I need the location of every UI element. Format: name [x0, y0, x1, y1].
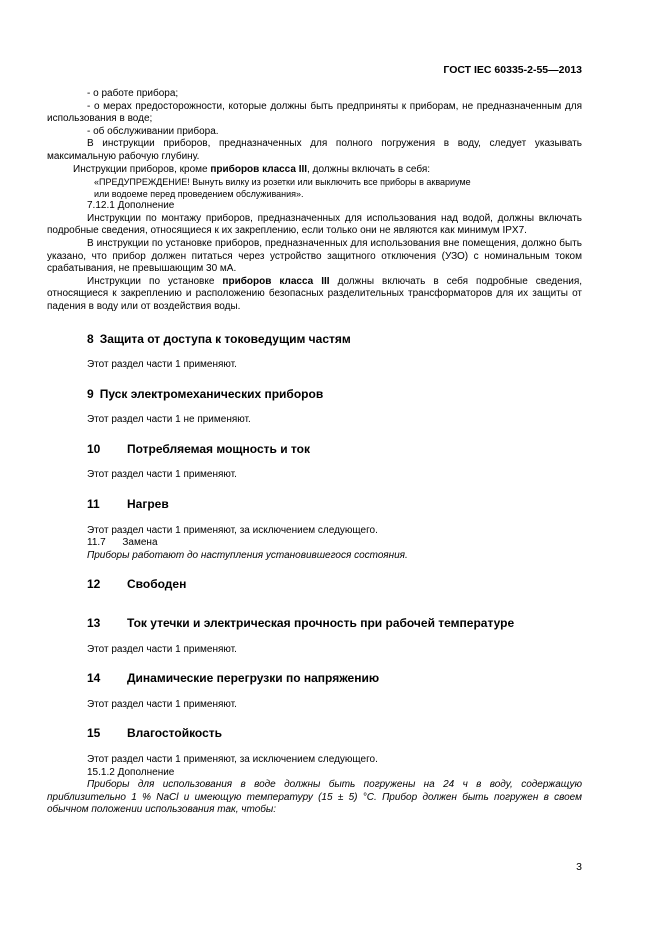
list-item: - о мерах предосторожности, которые должны быть предприняты к приборам, не предназначенным для использования в воде; — [47, 100, 582, 125]
section-text: Этот раздел части 1 применяют. — [87, 643, 237, 655]
section-number: 8 — [87, 331, 94, 346]
section-title: Нагрев — [127, 497, 169, 512]
paragraph: В инструкции по установке приборов, предназначенных для использования вне помещения, должно быть указано, что прибор должен питаться через устройство защитного отключения (УЗО) с номинальным током срабатывания, не превышающим 30 мА. — [47, 237, 582, 275]
section-number: 13 — [87, 616, 101, 631]
warning-quote: «ПРЕДУПРЕЖДЕНИЕ! Вынуть вилку из розетки или выключить все приборы в аквариуме — [94, 177, 471, 188]
list-item: - об обслуживании прибора. — [87, 125, 219, 137]
section-number: 9 — [87, 386, 94, 401]
section-heading — [47, 498, 582, 511]
section-number: 14 — [87, 671, 101, 686]
italic-text: Приборы работают до наступления установившегося состояния. — [87, 549, 408, 561]
section-heading — [47, 388, 582, 401]
bold-term: приборов класса III — [222, 275, 330, 287]
section-heading — [47, 727, 582, 740]
section-number: 12 — [87, 577, 101, 592]
section-text: Этот раздел части 1 применяют, за исключением следующего. — [87, 754, 378, 765]
text-span: , должны включать в себя: — [307, 163, 431, 175]
paragraph: В инструкции приборов, предназначенных для полного погружения в воду, следует указывать максимальную рабочую глубину. — [47, 138, 582, 162]
section-number: 11 — [87, 497, 100, 512]
section-title: Ток утечки и электрическая прочность при рабочей температуре — [127, 616, 515, 631]
document-header: ГОСТ IEC 60335-2-55—2013 — [443, 64, 582, 76]
bold-term: приборов класса III — [210, 163, 308, 175]
page-number: 3 — [576, 861, 582, 873]
section-heading — [47, 578, 582, 591]
subsection-heading: 11.7 Замена — [87, 537, 158, 549]
italic-text: Приборы для использования в воде должны быть погружены на 24 ч в воду, содержащую приблизительно 1 % NaCl и имеющую температуру (15 ± 5) °С. Прибор должен быть погружен в своем обычном положении использования так, чтобы: — [47, 779, 582, 816]
text-span: Инструкции по установке — [87, 275, 223, 287]
page-content — [47, 88, 582, 817]
subsection-heading: 7.12.1 Дополнение — [87, 200, 175, 212]
section-heading — [47, 672, 582, 685]
paragraph — [47, 164, 582, 177]
list-item: - о работе прибора; — [87, 88, 179, 99]
section-title: Свободен — [127, 577, 187, 592]
section-heading — [47, 443, 582, 456]
section-heading — [47, 617, 582, 630]
section-title: Влагостойкость — [127, 726, 223, 741]
section-heading — [47, 333, 582, 346]
warning-quote: или водоеме перед проведением обслуживания». — [94, 189, 304, 200]
section-title: Потребляемая мощность и ток — [127, 441, 310, 456]
section-text: Этот раздел части 1 применяют. — [87, 359, 237, 371]
paragraph: Инструкции по монтажу приборов, предназначенных для использования над водой, должны включать подробные сведения, относящиеся к их закреплению, если только они не являются как минимум IPX7. — [47, 212, 582, 237]
section-title: Пуск электромеханических приборов — [99, 386, 324, 401]
text-span: должны включать в себя подробные сведения, относящиеся к закреплению и расположению безопасных разделительных трансформаторов для их защиты от падения в воду или от воздействия воды. — [47, 275, 583, 312]
section-number: 10 — [87, 441, 101, 456]
subsection-heading: 15.1.2 Дополнение — [87, 766, 175, 778]
section-text: Этот раздел части 1 применяют. — [87, 469, 237, 481]
section-text: Этот раздел части 1 применяют, за исключением следующего. — [87, 524, 378, 536]
section-text: Этот раздел части 1 не применяют. — [87, 414, 251, 426]
section-title: Динамические перегрузки по напряжению — [127, 671, 380, 686]
section-number: 15 — [87, 726, 101, 741]
section-title: Защита от доступа к токоведущим частям — [99, 331, 351, 346]
paragraph — [47, 276, 582, 314]
text-span: Инструкции приборов, кроме — [73, 163, 211, 175]
section-text: Этот раздел части 1 применяют. — [87, 698, 237, 710]
